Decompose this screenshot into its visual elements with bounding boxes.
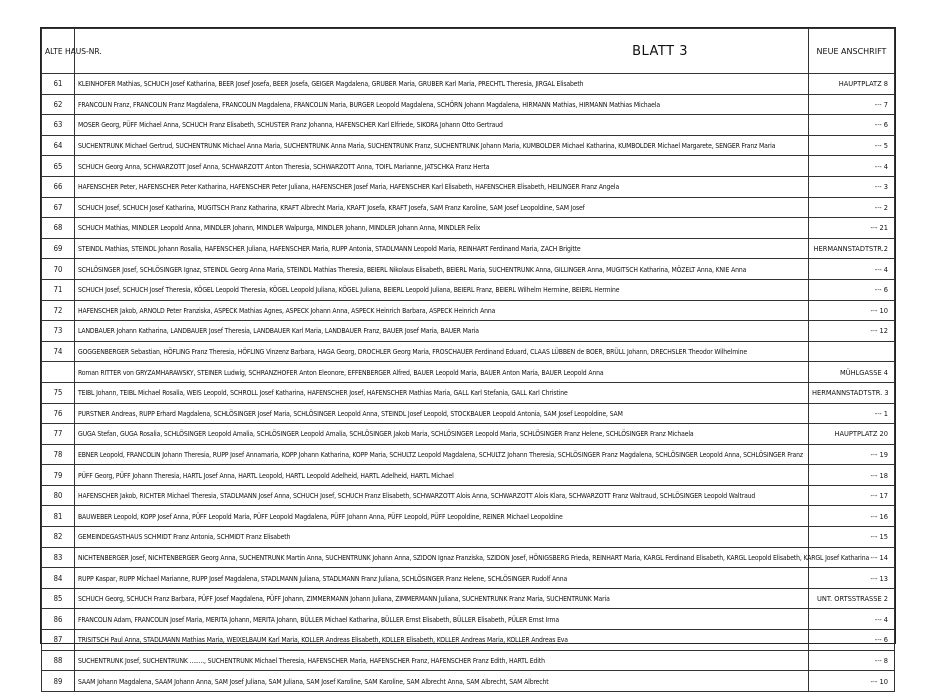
new-address: -·- 4 <box>809 156 895 177</box>
new-address: -·- 6 <box>809 279 895 300</box>
table-row <box>42 362 895 383</box>
old-house-number <box>42 362 75 383</box>
new-address: HAUPTPLATZ 20 <box>809 424 895 445</box>
owner-history-text: GEMEINDEGASTHAUS SCHMIDT Franz Antonia, SCHMIDT Franz Elisabeth <box>78 532 291 542</box>
table-row <box>42 115 895 136</box>
old-house-number: 76 <box>42 403 75 424</box>
table-row <box>42 671 895 692</box>
table-row <box>42 382 895 403</box>
old-house-number: 71 <box>42 279 75 300</box>
sheet-title: BLATT 3 <box>75 29 809 74</box>
new-address: -·- 4 <box>809 259 895 280</box>
owner-history-text: SCHLÖSINGER Josef, SCHLÖSINGER Ignaz, STEINDL Georg Anna Maria, STEINDL Mathias Theresia, BEIERL Nikolaus Elisabeth, BEIERL Maria, SUCHENTRUNK Anna, GILLINGER Anna, MUGITSCH Katharina, MÖZELT Anna, KNIE Anna <box>78 264 747 274</box>
owner-history <box>75 115 809 136</box>
new-address: HAUPTPLATZ 8 <box>809 74 895 95</box>
owner-history-text: FRANCOLIN Adam, FRANCOLIN Josef Maria, MERITA Johann, MERITA Johann, BÜLLER Michael Katharina, BÜLLER Ernst Elisabeth, BÜLLER Elisabeth, PÜLER Ernst Irma <box>78 614 559 624</box>
table-row <box>42 588 895 609</box>
owner-history <box>75 341 809 362</box>
owner-history-text: STEINDL Mathias, STEINDL Johann Rosalia, HAFENSCHER Juliana, HAFENSCHER Maria, RUPP Antonia, STADLMANN Leopold Maria, REINHART Ferdinand Maria, ZACH Brigitte <box>78 244 581 254</box>
old-house-number: 77 <box>42 424 75 445</box>
table-row <box>42 630 895 651</box>
table-row <box>42 94 895 115</box>
owner-history-text: MOSER Georg, PÜFF Michael Anna, SCHUCH Franz Elisabeth, SCHUSTER Franz Johanna, HAFENSCHER Karl Elfriede, SIKORA Johann Otto Gertraud <box>78 120 503 130</box>
owner-history <box>75 465 809 486</box>
new-address: -·- 12 <box>809 321 895 342</box>
old-house-number: 65 <box>42 156 75 177</box>
old-house-number: 64 <box>42 135 75 156</box>
owner-history-text: PÜFF Georg, PÜFF Johann Theresia, HARTL Josef Anna, HARTL Leopold, HARTL Leopold Adelheid, HARTL Adelheid, HARTL Michael <box>78 470 454 480</box>
new-address: -·- 21 <box>809 218 895 239</box>
owner-history-text: SCHUCH Georg, SCHUCH Franz Barbara, PÜFF Josef Magdalena, PÜFF Johann, ZIMMERMANN Johann Juliana, ZIMMERMANN Juliana, SUCHENTRUNK Franz Maria, SUCHENTRUNK Maria <box>78 594 610 604</box>
owner-history <box>75 259 809 280</box>
old-house-number: 81 <box>42 506 75 527</box>
owner-history-text: GOGGENBERGER Sebastian, HÖFLING Franz Theresia, HÖFLING Vinzenz Barbara, HAGA Georg, DROCHLER Georg Maria, FROSCHAUER Ferdinand Eduard, CLAAS LÜBBEN de BOER, BRÜLL Johann, DRECHSLER Theodor Wilhelmine <box>78 347 747 357</box>
table-row <box>42 238 895 259</box>
owner-history <box>75 588 809 609</box>
new-address: -·- 16 <box>809 506 895 527</box>
owner-history-text: KLEINHOFER Mathias, SCHUCH Josef Katharina, BEER Josef Josefa, BEER Josefa, GEIGER Magdalena, GRUBER Maria, GRUBER Karl Maria, PRECHTL Theresia, JIRGAL Elisabeth <box>78 79 584 89</box>
old-house-number: 82 <box>42 527 75 548</box>
new-address <box>809 341 895 362</box>
owner-history <box>75 444 809 465</box>
old-house-number: 67 <box>42 197 75 218</box>
table-row <box>42 650 895 671</box>
owner-history <box>75 218 809 239</box>
old-house-number: 83 <box>42 547 75 568</box>
table-row <box>42 74 895 95</box>
registry-sheet <box>40 27 896 686</box>
owner-history <box>75 238 809 259</box>
table-row <box>42 279 895 300</box>
new-address: -·- 4 <box>809 609 895 630</box>
old-house-number: 73 <box>42 321 75 342</box>
owner-history-text: BAUWEBER Leopold, KOPP Josef Anna, PÜFF Leopold Maria, PÜFF Leopold Magdalena, PÜFF Johann Anna, PÜFF Leopold, PÜFF Leopoldine, REINER Michael Leopoldine <box>78 511 563 521</box>
owner-history-text: HAFENSCHER Jakob, ARNOLD Peter Franziska, ASPECK Mathias Agnes, ASPECK Johann Anna, ASPECK Heinrich Barbara, ASPECK Heinrich Anna <box>78 305 496 315</box>
new-address: -·- 18 <box>809 465 895 486</box>
new-address: -·- 2 <box>809 197 895 218</box>
owner-history <box>75 156 809 177</box>
owner-history-text: FRANCOLIN Franz, FRANCOLIN Franz Magdalena, FRANCOLIN Magdalena, FRANCOLIN Maria, BURGER Leopold Magdalena, SCHÖRN Johann Magdalena, HIRMANN Mathias, HIRMANN Mathias Michaela <box>78 99 660 109</box>
owner-history-text: SCHUCH Josef, SCHUCH Josef Theresia, KÖGEL Leopold Theresia, KÖGEL Leopold Juliana, KÖGEL Juliana, BEIERL Leopold Juliana, BEIERL Franz, BEIERL Wilhelm Hermine, BEIERL Hermine <box>78 285 620 295</box>
owner-history <box>75 424 809 445</box>
owner-history <box>75 547 870 568</box>
old-house-number: 68 <box>42 218 75 239</box>
owner-history-text: SCHUCH Mathias, MINDLER Leopold Anna, MINDLER Johann, MINDLER Walpurga, MINDLER Johann, MINDLER Johann Anna, MINDLER Felix <box>78 223 481 233</box>
owner-history <box>75 506 809 527</box>
house-registry-table <box>41 28 895 692</box>
new-address: -·- 3 <box>809 176 895 197</box>
table-row <box>42 197 895 218</box>
table-row <box>42 444 895 465</box>
owner-history <box>75 403 809 424</box>
table-row <box>42 568 895 589</box>
new-address: -·- 1 <box>809 403 895 424</box>
table-row <box>42 135 895 156</box>
owner-history <box>75 485 809 506</box>
new-address-header: NEUE ANSCHRIFT <box>809 29 895 74</box>
new-address: -·- 5 <box>809 135 895 156</box>
owner-history <box>75 568 809 589</box>
owner-history <box>75 671 809 692</box>
new-address: HERMANNSTADTSTR.2 <box>809 238 895 259</box>
table-row <box>42 341 895 362</box>
owner-history-text: RUPP Kaspar, RUPP Michael Marianne, RUPP Josef Magdalena, STADLMANN Juliana, STADLMANN Franz Juliana, SCHLÖSINGER Franz Helene, SCHLÖSINGER Rudolf Anna <box>78 573 568 583</box>
table-row <box>42 403 895 424</box>
old-house-number: 75 <box>42 382 75 403</box>
table-row <box>42 547 895 568</box>
owner-history <box>75 94 809 115</box>
new-address: -·- 13 <box>809 568 895 589</box>
old-house-number: 86 <box>42 609 75 630</box>
old-house-number: 72 <box>42 300 75 321</box>
registry-rows <box>42 74 895 692</box>
old-house-number: 62 <box>42 94 75 115</box>
old-house-number: 80 <box>42 485 75 506</box>
owner-history <box>75 382 809 403</box>
table-row <box>42 218 895 239</box>
old-house-number: 66 <box>42 176 75 197</box>
table-row <box>42 321 895 342</box>
old-house-number: 84 <box>42 568 75 589</box>
owner-history-text: HAFENSCHER Peter, HAFENSCHER Peter Katharina, HAFENSCHER Peter Juliana, HAFENSCHER Josef Maria, HAFENSCHER Karl Elisabeth, HAFENSCHER Elisabeth, HEILINGER Franz Angela <box>78 182 620 192</box>
new-address: HERMANNSTADTSTR. 3 <box>809 382 895 403</box>
owner-history-text: SUCHENTRUNK Michael Gertrud, SUCHENTRUNK Michael Anna Maria, SUCHENTRUNK Anna Maria, SUCHENTRUNK Franz, SUCHENTRUNK Johann Maria, KUMBOLDER Michael Katharina, KUMBOLDER Michael Margarete, SENGER Franz Maria <box>78 141 776 151</box>
owner-history <box>75 279 809 300</box>
table-row <box>42 527 895 548</box>
owner-history-text: LANDBAUER Johann Katharina, LANDBAUER Josef Theresia, LANDBAUER Karl Maria, LANDBAUER Franz, BAUER Josef Maria, BAUER Maria <box>78 326 479 336</box>
new-address: -·- 8 <box>809 650 895 671</box>
owner-history <box>75 362 809 383</box>
new-address: -·- 14 <box>809 547 895 568</box>
new-address: -·- 6 <box>809 630 895 651</box>
header-row <box>42 29 895 74</box>
table-row <box>42 259 895 280</box>
owner-history-text: NICHTENBERGER Josef, NICHTENBERGER Georg Anna, SUCHENTRUNK Martin Anna, SUCHENTRUNK Johann Anna, SZIDON Ignaz Franziska, SZIDON Josef, HÖNIGSBERG Frieda, REINHART Maria, KARGL Ferdinand Elisabeth, KARGL Leopold Elisabeth, KARGL Josef Katharina <box>78 552 870 562</box>
owner-history <box>75 609 809 630</box>
old-house-number: 79 <box>42 465 75 486</box>
table-row <box>42 465 895 486</box>
new-address: MÜHLGASSE 4 <box>809 362 895 383</box>
owner-history-text: EBNER Leopold, FRANCOLIN Johann Theresia, RUPP Josef Annamaria, KOPP Johann Katharina, KOPP Maria, SCHULTZ Leopold Magdalena, SCHULTZ Johann Theresia, SCHLÖSINGER Franz Magdalena, SCHLÖSINGER Leopold Anna, SCHLÖSINGER Franz <box>78 449 803 459</box>
owner-history-text: Roman RITTER von GRYZAMHARAWSKY, STEINER Ludwig, SCHRANZHOFER Anton Eleonore, EFFENBERGER Alfred, BAUER Leopold Maria, BAUER Anton Maria, BAUER Leopold Anna <box>78 367 604 377</box>
owner-history-text: TEIBL Johann, TEIBL Michael Rosalia, WEIS Leopold, SCHROLL Josef Katharina, HAFENSCHER Josef, HAFENSCHER Mathias Maria, GALL Karl Stefania, GALL Karl Christine <box>78 388 568 398</box>
owner-history-text: PURSTNER Andreas, RUPP Erhard Magdalena, SCHLÖSINGER Josef Maria, SCHLÖSINGER Leopold Anna, STEINDL Josef Leopold, STOCKBAUER Leopold Antonia, SAM Josef Leopoldine, SAM <box>78 408 623 418</box>
table-row <box>42 506 895 527</box>
new-address: -·- 10 <box>809 300 895 321</box>
old-house-number-header: ALTE HAUS-NR. <box>42 29 75 74</box>
owner-history-text: HAFENSCHER Jakob, RICHTER Michael Theresia, STADLMANN Josef Anna, SCHUCH Josef, SCHUCH Franz Elisabeth, SCHWARZOTT Alois Anna, SCHWARZOTT Alois Klara, SCHWARZOTT Franz Waltraud, SCHLÖSINGER Leopold Waltraud <box>78 491 756 501</box>
old-house-number: 88 <box>42 650 75 671</box>
owner-history <box>75 527 809 548</box>
old-house-number: 63 <box>42 115 75 136</box>
owner-history <box>75 300 809 321</box>
owner-history <box>75 74 809 95</box>
old-house-number: 69 <box>42 238 75 259</box>
new-address: -·- 17 <box>809 485 895 506</box>
old-house-number: 78 <box>42 444 75 465</box>
owner-history <box>75 135 809 156</box>
old-house-number: 85 <box>42 588 75 609</box>
new-address: UNT. ORTSSTRASSE 2 <box>809 588 895 609</box>
owner-history <box>75 630 809 651</box>
table-row <box>42 176 895 197</box>
table-row <box>42 485 895 506</box>
table-row <box>42 156 895 177</box>
owner-history <box>75 197 809 218</box>
new-address: -·- 6 <box>809 115 895 136</box>
old-house-number: 61 <box>42 74 75 95</box>
new-address: -·- 15 <box>809 527 895 548</box>
table-row <box>42 609 895 630</box>
owner-history <box>75 176 809 197</box>
new-address: -·- 7 <box>809 94 895 115</box>
owner-history-text: SCHUCH Josef, SCHUCH Josef Katharina, MUGITSCH Franz Katharina, KRAFT Albrecht Maria, KRAFT Josefa, KRAFT Josefa, SAM Franz Karoline, SAM Josef Leopoldine, SAM Josef <box>78 202 585 212</box>
owner-history-text: GUGA Stefan, GUGA Rosalia, SCHLÖSINGER Leopold Amalia, SCHLÖSINGER Leopold Amalia, SCHLÖSINGER Jakob Maria, SCHLÖSINGER Leopold Maria, SCHLÖSINGER Franz Helene, SCHLÖSINGER Franz Michaela <box>78 429 694 439</box>
old-house-number: 89 <box>42 671 75 692</box>
old-house-number: 70 <box>42 259 75 280</box>
new-address: -·- 19 <box>809 444 895 465</box>
old-house-number: 74 <box>42 341 75 362</box>
owner-history-text: SAAM Johann Magdalena, SAAM Johann Anna, SAM Josef Juliana, SAM Juliana, SAM Josef Karoline, SAM Karoline, SAM Albrecht Anna, SAM Albrecht, SAM Albrecht <box>78 676 549 686</box>
old-house-number: 87 <box>42 630 75 651</box>
owner-history <box>75 650 809 671</box>
owner-history-text: TRISITSCH Paul Anna, STADLMANN Mathias Maria, WEIXELBAUM Karl Maria, KOLLER Andreas Elisabeth, KOLLER Elisabeth, KOLLER Andreas Maria, KOLLER Andreas Eva <box>78 635 568 645</box>
owner-history-text: SUCHENTRUNK Josef, SUCHENTRUNK ........, SUCHENTRUNK Michael Theresia, HAFENSCHER Maria, HAFENSCHER Franz, HAFENSCHER Franz Edith, HARTL Edith <box>78 655 545 665</box>
table-row <box>42 300 895 321</box>
table-row <box>42 424 895 445</box>
owner-history <box>75 321 809 342</box>
new-address: -·- 10 <box>809 671 895 692</box>
owner-history-text: SCHUCH Georg Anna, SCHWARZOTT Josef Anna, SCHWARZOTT Anton Theresia, SCHWARZOTT Anna, TOIFL Marianne, JATSCHKA Franz Herta <box>78 161 490 171</box>
